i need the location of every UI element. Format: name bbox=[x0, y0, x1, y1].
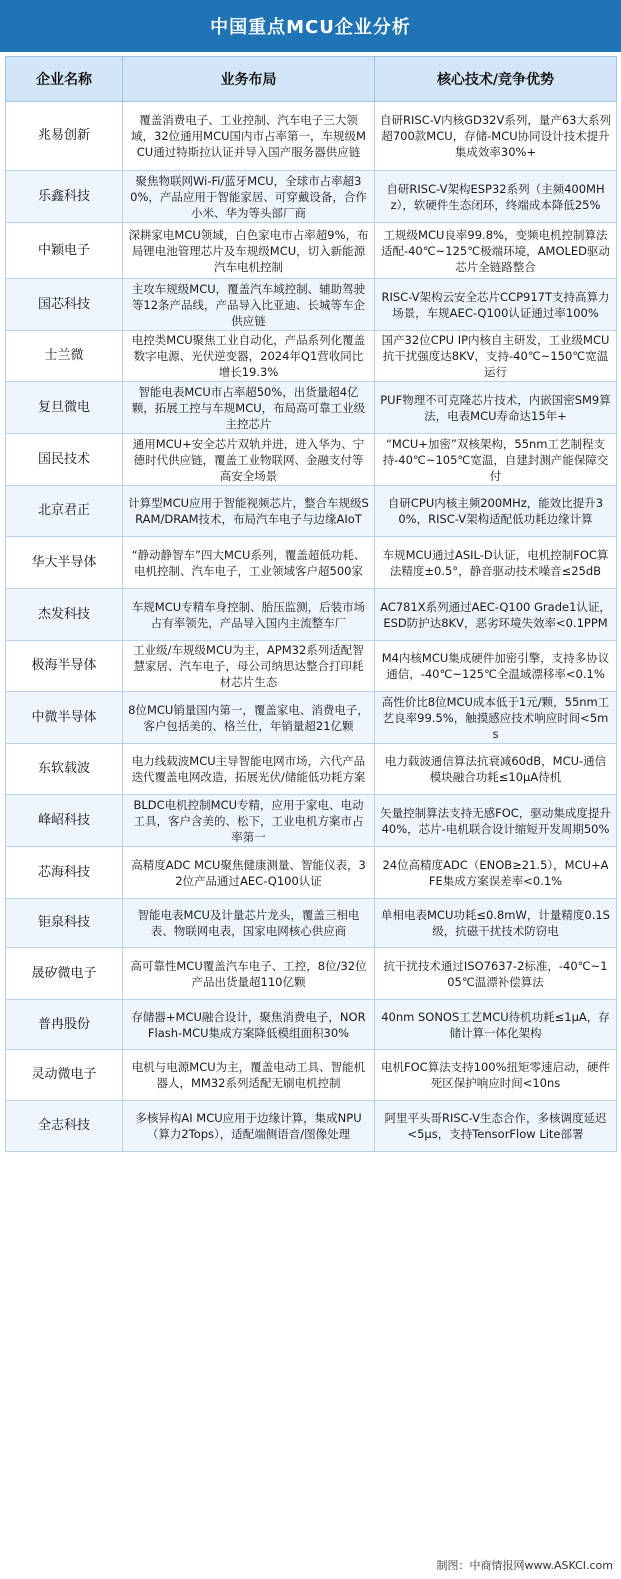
table-row bbox=[6, 948, 617, 1000]
source-note: 制图：中商情报网www.ASKCI.com bbox=[436, 1559, 613, 1572]
business-cell: 车规MCU专精车身控制、胎压监测，后装市场占有率领先，产品导入国内主流整车厂 bbox=[123, 589, 375, 641]
company-name-cell: 晟矽微电子 bbox=[6, 948, 123, 1000]
business-cell: 工业级/车规级MCU为主，APM32系列适配智慧家居、汽车电子，母公司纳思达整合打印耗材芯片生态 bbox=[123, 641, 375, 692]
table-body bbox=[6, 102, 617, 1152]
company-name-cell: 乐鑫科技 bbox=[6, 171, 123, 223]
table-row bbox=[6, 279, 617, 331]
company-name-cell: 士兰微 bbox=[6, 331, 123, 382]
company-name-cell: 华大半导体 bbox=[6, 537, 123, 589]
table-row bbox=[6, 171, 617, 223]
company-name-cell: 中微半导体 bbox=[6, 692, 123, 744]
header-company: 企业名称 bbox=[6, 57, 123, 102]
business-cell: 计算型MCU应用于智能视频芯片，整合车规级SRAM/DRAM技术，布局汽车电子与边缘AIoT bbox=[123, 486, 375, 537]
company-name-cell: 国民技术 bbox=[6, 434, 123, 486]
company-name-cell: 峰岹科技 bbox=[6, 795, 123, 847]
business-cell: 智能电表MCU及计量芯片龙头，覆盖三相电表、物联网电表，国家电网核心供应商 bbox=[123, 899, 375, 948]
table-row bbox=[6, 795, 617, 847]
business-cell: 智能电表MCU市占率超50%，出货量超4亿颗，拓展工控与车规MCU，布局高可靠工业级主控芯片 bbox=[123, 382, 375, 434]
company-name-cell: 国芯科技 bbox=[6, 279, 123, 331]
company-name-cell: 复旦微电 bbox=[6, 382, 123, 434]
business-cell: 高可靠性MCU覆盖汽车电子、工控，8位/32位产品出货量超110亿颗 bbox=[123, 948, 375, 1000]
company-name-cell: 中颖电子 bbox=[6, 223, 123, 279]
table-row bbox=[6, 899, 617, 948]
mcu-company-table bbox=[5, 56, 617, 1152]
company-name-cell: 钜泉科技 bbox=[6, 899, 123, 948]
tech-advantage-cell: 国产32位CPU IP内核自主研发，工业级MCU抗干扰强度达8KV，支持-40℃~150℃宽温运行 bbox=[375, 331, 617, 382]
tech-advantage-cell: 工规级MCU良率99.8%，变频电机控制算法适配-40℃~125℃极端环境，AMOLED驱动芯片全链路整合 bbox=[375, 223, 617, 279]
company-name-cell: 北京君正 bbox=[6, 486, 123, 537]
table-header-row bbox=[6, 57, 617, 102]
tech-advantage-cell: 24位高精度ADC（ENOB≥21.5），MCU+AFE集成方案误差率<0.1% bbox=[375, 847, 617, 899]
business-cell: 存储器+MCU融合设计，聚焦消费电子，NOR Flash-MCU集成方案降低模组面积30% bbox=[123, 1000, 375, 1050]
table-row bbox=[6, 486, 617, 537]
header-tech: 核心技术/竞争优势 bbox=[375, 57, 617, 102]
business-cell: “静动静智车”四大MCU系列，覆盖超低功耗、电机控制、汽车电子，工业领域客户超500家 bbox=[123, 537, 375, 589]
business-cell: 通用MCU+安全芯片双轨并进，进入华为、宁德时代供应链，覆盖工业物联网、金融支付等高安全场景 bbox=[123, 434, 375, 486]
tech-advantage-cell: RISC-V架构云安全芯片CCP917T支持高算力场景，车规AEC-Q100认证通过率100% bbox=[375, 279, 617, 331]
tech-advantage-cell: PUF物理不可克隆芯片技术，内嵌国密SM9算法，电表MCU寿命达15年+ bbox=[375, 382, 617, 434]
tech-advantage-cell: 电力载波通信算法抗衰减60dB，MCU-通信模块融合功耗≤10μA待机 bbox=[375, 744, 617, 795]
tech-advantage-cell: 阿里平头哥RISC-V生态合作，多核调度延迟<5μs，支持TensorFlow Lite部署 bbox=[375, 1101, 617, 1152]
business-cell: 覆盖消费电子、工业控制、汽车电子三大领域，32位通用MCU国内市占率第一，车规级MCU通过特斯拉认证并导入国产服务器供应链 bbox=[123, 102, 375, 171]
tech-advantage-cell: 单相电表MCU功耗≤0.8mW，计量精度0.1S级，抗磁干扰技术防窃电 bbox=[375, 899, 617, 948]
page-title: 中国重点MCU企业分析 bbox=[0, 0, 621, 52]
tech-advantage-cell: 电机FOC算法支持100%扭矩零速启动，硬件死区保护响应时间<10ns bbox=[375, 1050, 617, 1101]
company-name-cell: 杰发科技 bbox=[6, 589, 123, 641]
table-row bbox=[6, 331, 617, 382]
business-cell: BLDC电机控制MCU专精，应用于家电、电动工具，客户含美的、松下，工业电机方案市占率第一 bbox=[123, 795, 375, 847]
header-business: 业务布局 bbox=[123, 57, 375, 102]
tech-advantage-cell: 自研RISC-V内核GD32V系列，量产63大系列超700款MCU，存储-MCU协同设计技术提升集成效率30%+ bbox=[375, 102, 617, 171]
business-cell: 聚焦物联网Wi-Fi/蓝牙MCU，全球市占率超30%，产品应用于智能家居、可穿戴设备，合作小米、华为等头部厂商 bbox=[123, 171, 375, 223]
business-cell: 主攻车规级MCU，覆盖汽车域控制、辅助驾驶等12条产品线，产品导入比亚迪、长城等车企供应链 bbox=[123, 279, 375, 331]
tech-advantage-cell: 矢量控制算法支持无感FOC，驱动集成度提升40%，芯片-电机联合设计缩短开发周期50% bbox=[375, 795, 617, 847]
tech-advantage-cell: 自研CPU内核主频200MHz，能效比提升30%，RISC-V架构适配低功耗边缘计算 bbox=[375, 486, 617, 537]
company-name-cell: 普冉股份 bbox=[6, 1000, 123, 1050]
table-row bbox=[6, 641, 617, 692]
tech-advantage-cell: 自研RISC-V架构ESP32系列（主频400MHz），软硬件生态闭环，终端成本降低25% bbox=[375, 171, 617, 223]
table-row bbox=[6, 589, 617, 641]
table-row bbox=[6, 692, 617, 744]
table-row bbox=[6, 847, 617, 899]
table-row bbox=[6, 102, 617, 171]
tech-advantage-cell: M4内核MCU集成硬件加密引擎，支持多协议通信，-40℃~125℃全温域漂移率<0.1% bbox=[375, 641, 617, 692]
tech-advantage-cell: 抗干扰技术通过ISO7637-2标准，-40℃~105℃温漂补偿算法 bbox=[375, 948, 617, 1000]
business-cell: 深耕家电MCU领域，白色家电市占率超9%，布局锂电池管理芯片及车规级MCU，切入新能源汽车电机控制 bbox=[123, 223, 375, 279]
table-row bbox=[6, 1050, 617, 1101]
business-cell: 电力线载波MCU主导智能电网市场，六代产品迭代覆盖电网改造，拓展光伏/储能低功耗方案 bbox=[123, 744, 375, 795]
table-row bbox=[6, 537, 617, 589]
business-cell: 电控类MCU聚焦工业自动化，产品系列化覆盖数字电源、光伏逆变器，2024年Q1营收同比增长19.3% bbox=[123, 331, 375, 382]
tech-advantage-cell: “MCU+加密”双核架构，55nm工艺制程支持-40℃~105℃宽温，自建封测产能保障交付 bbox=[375, 434, 617, 486]
table-row bbox=[6, 1101, 617, 1152]
table-row bbox=[6, 223, 617, 279]
tech-advantage-cell: 高性价比8位MCU成本低于1元/颗，55nm工艺良率99.5%，触摸感应技术响应时间<5ms bbox=[375, 692, 617, 744]
business-cell: 电机与电源MCU为主，覆盖电动工具、智能机器人，MM32系列适配无刷电机控制 bbox=[123, 1050, 375, 1101]
tech-advantage-cell: 车规MCU通过ASIL-D认证，电机控制FOC算法精度±0.5°，静音驱动技术噪音≤25dB bbox=[375, 537, 617, 589]
business-cell: 多核异构AI MCU应用于边缘计算，集成NPU（算力2Tops），适配端侧语音/图像处理 bbox=[123, 1101, 375, 1152]
business-cell: 高精度ADC MCU聚焦健康测量、智能仪表，32位产品通过AEC-Q100认证 bbox=[123, 847, 375, 899]
table-row bbox=[6, 382, 617, 434]
company-name-cell: 灵动微电子 bbox=[6, 1050, 123, 1101]
tech-advantage-cell: 40nm SONOS工艺MCU待机功耗≤1μA，存储计算一体化架构 bbox=[375, 1000, 617, 1050]
table-row bbox=[6, 1000, 617, 1050]
table-row bbox=[6, 744, 617, 795]
company-name-cell: 东软载波 bbox=[6, 744, 123, 795]
company-name-cell: 芯海科技 bbox=[6, 847, 123, 899]
table-row bbox=[6, 434, 617, 486]
tech-advantage-cell: AC781X系列通过AEC-Q100 Grade1认证，ESD防护达8KV，恶劣环境失效率<0.1PPM bbox=[375, 589, 617, 641]
company-name-cell: 极海半导体 bbox=[6, 641, 123, 692]
company-name-cell: 兆易创新 bbox=[6, 102, 123, 171]
company-name-cell: 全志科技 bbox=[6, 1101, 123, 1152]
business-cell: 8位MCU销量国内第一，覆盖家电、消费电子，客户包括美的、格兰仕，年销量超21亿颗 bbox=[123, 692, 375, 744]
